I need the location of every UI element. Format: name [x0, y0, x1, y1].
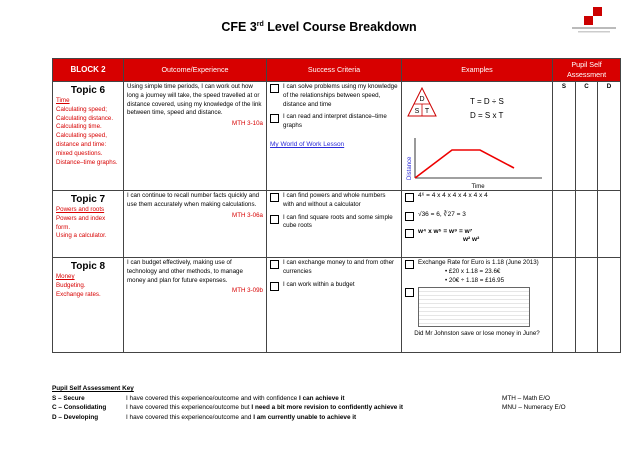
key-row	[52, 413, 612, 423]
world-of-work-link[interactable]: My World of Work Lesson	[270, 140, 345, 148]
developing-box[interactable]: D	[598, 82, 621, 191]
subtopic-heading: Powers and roots	[56, 206, 105, 213]
index-law-example: w⁴ x w⁵ = w⁹ = w⁷	[418, 227, 473, 235]
key-description: I have covered this experience/outcome but I need a bit more revision to confidently achieve it	[126, 404, 404, 411]
criteria-checkbox[interactable]	[270, 193, 279, 202]
subtopic-item: Calculating time.	[56, 123, 102, 131]
topic-cell	[53, 191, 124, 258]
topic-cell	[53, 258, 124, 353]
outcome-text: I can continue to recall number facts quickly and use them accurately when making calculations.	[127, 192, 260, 208]
key-abbrev	[502, 413, 612, 423]
topic-title: Topic 6	[70, 85, 106, 96]
roots-example: √36 = 6, ∛27 = 3	[418, 210, 466, 218]
key-description: I have covered this experience/outcome and I am currently unable to achieve it	[126, 413, 357, 421]
criteria-checkbox[interactable]	[270, 84, 279, 93]
outcome-text: I can budget effectively, making use of technology and other methods, to manage money and plan for future expenses.	[127, 259, 243, 284]
speed-distance-time-diagram	[402, 82, 553, 190]
subtopic-heading: Time	[56, 97, 70, 104]
examples-cell	[402, 82, 553, 191]
subtopic-item: Distance–time graphs.	[56, 158, 118, 166]
list-item: • £20 x 1.18 = 23.6€	[445, 267, 501, 275]
exchange-rate-text: Exchange Rate for Euro is 1.18 (June 2013)	[418, 259, 539, 266]
subtopic-item: Calculating speed, distance and time: mixed questions.	[56, 132, 107, 157]
subtopic-item: Calculating speed; Calculating distance.	[56, 105, 114, 122]
key-row	[52, 403, 612, 413]
budget-question: Did Mr Johnston save or lose money in June?	[414, 330, 540, 338]
examples-header: Examples	[402, 59, 553, 82]
subtopic-item: Budgeting.	[56, 281, 86, 289]
course-breakdown-table	[52, 58, 621, 353]
criteria-checkbox[interactable]	[270, 114, 279, 123]
outcome-code: MTH 3-06a	[232, 211, 263, 219]
outcome-cell	[124, 258, 267, 353]
triangle-d-label: D	[419, 96, 425, 103]
table-row	[53, 82, 621, 191]
self-assessment-key	[52, 384, 612, 422]
topic-cell	[53, 82, 124, 191]
example-checkbox[interactable]	[405, 193, 414, 202]
secure-box[interactable]	[553, 191, 576, 258]
examples-cell	[402, 258, 553, 353]
key-description: I have covered this experience/outcome and with confidence I can achieve it	[126, 394, 345, 402]
outcome-text: Using simple time periods, I can work out how long a journey will take, the speed travelled at or distance covered, using my knowledge of the link between time, speed and distance.	[127, 83, 262, 117]
success-header: Success Criteria	[267, 59, 402, 82]
subtopic-item: Using a calculator.	[56, 232, 107, 240]
consolidating-box[interactable]	[576, 258, 598, 353]
bank-statement-image	[418, 287, 530, 327]
key-label: C – Consolidating	[52, 404, 107, 411]
outcome-code: MTH 3-10a	[232, 120, 263, 128]
triangle-s-label: S	[414, 108, 420, 115]
criteria-cell	[267, 191, 402, 258]
secure-box[interactable]: S	[553, 82, 576, 191]
example-checkbox[interactable]	[405, 288, 414, 297]
criteria-checkbox[interactable]	[270, 260, 279, 269]
criteria-text: I can exchange money to and from other currencies	[283, 259, 395, 275]
outcome-cell	[124, 191, 267, 258]
key-abbrev: MNU – Numeracy E/O	[502, 404, 566, 411]
key-label: S – Secure	[52, 394, 85, 402]
consolidating-box[interactable]: C	[576, 82, 598, 191]
index-law-denominator: w² w²	[463, 236, 480, 244]
developing-box[interactable]	[598, 191, 621, 258]
subtopic-heading: Money	[56, 273, 75, 280]
table-header-row	[53, 59, 621, 82]
example-checkbox[interactable]	[405, 212, 414, 221]
criteria-text: I can solve problems using my knowledge of the relationships between speed, distance and time	[283, 83, 398, 108]
criteria-text: I can read and interpret distance–time graphs	[283, 113, 387, 130]
graph-line	[415, 150, 514, 178]
subtopic-item: Exchange rates.	[56, 290, 101, 298]
graph-x-label: Time	[471, 184, 485, 190]
criteria-checkbox[interactable]	[270, 282, 279, 291]
block-header: BLOCK 2	[53, 59, 124, 82]
secure-box[interactable]	[553, 258, 576, 353]
outcome-cell	[124, 82, 267, 191]
triangle-t-label: T	[424, 108, 430, 115]
subtopic-item: Powers and index form.	[56, 214, 106, 231]
example-checkbox[interactable]	[405, 229, 414, 238]
table-row	[53, 191, 621, 258]
key-abbrev: MTH – Math E/O	[502, 394, 550, 402]
consolidating-box[interactable]	[576, 191, 598, 258]
powers-example: 4⁶ = 4 x 4 x 4 x 4 x 4 x 4	[418, 192, 488, 199]
table-row	[53, 258, 621, 353]
key-heading: Pupil Self Assessment Key	[52, 385, 134, 392]
self-assessment-header: Pupil Self Assessment	[553, 59, 621, 82]
criteria-text: I can find square roots and some simple cube roots	[283, 213, 393, 230]
criteria-checkbox[interactable]	[270, 215, 279, 224]
outcome-header: Outcome/Experience	[124, 59, 267, 82]
formula-distance: D = S x T	[470, 111, 504, 120]
formula-time: T = D ÷ S	[470, 97, 504, 106]
key-label: D – Developing	[52, 413, 99, 421]
examples-cell	[402, 191, 553, 258]
graph-y-label: Distance	[407, 156, 413, 180]
page-title: CFE 3rd Level Course Breakdown	[221, 20, 417, 34]
topic-title: Topic 8	[70, 261, 106, 272]
list-item: • 20€ ÷ 1.18 = £16.95	[445, 276, 505, 284]
example-checkbox[interactable]	[405, 260, 414, 269]
criteria-text: I can find powers and whole numbers with and without a calculator	[283, 192, 386, 208]
developing-box[interactable]	[598, 258, 621, 353]
criteria-text: I can work within a budget	[283, 280, 355, 288]
topic-title: Topic 7	[70, 194, 106, 205]
criteria-cell	[267, 258, 402, 353]
criteria-cell	[267, 82, 402, 191]
outcome-code: MTH 3-09b	[232, 287, 263, 295]
key-row	[52, 394, 612, 404]
